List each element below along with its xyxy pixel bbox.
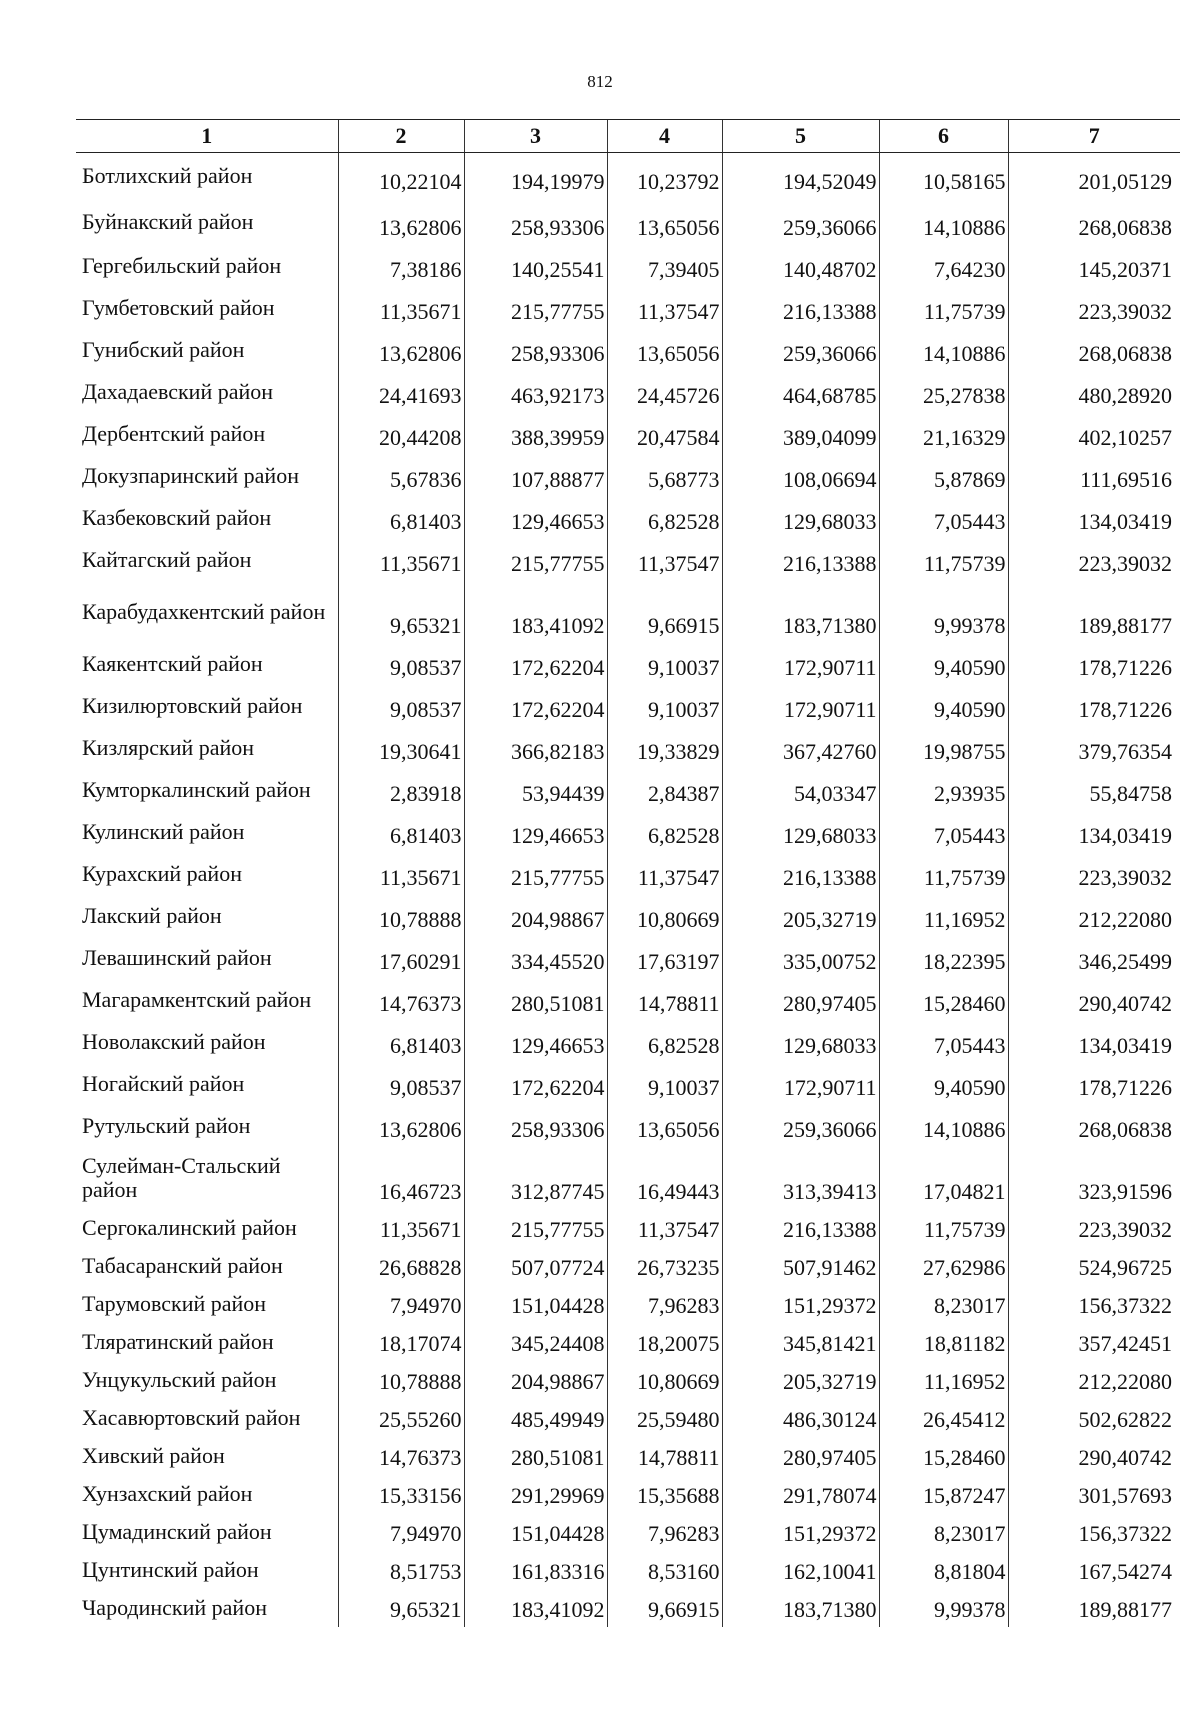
table-row (76, 1147, 1180, 1209)
value-cell-col-3: 183,41092 (464, 581, 607, 643)
value-cell-col-3: 107,88877 (464, 455, 607, 497)
table-row (76, 1399, 1180, 1437)
value-cell-col-7: 223,39032 (1008, 1209, 1180, 1247)
value-cell-col-5: 216,13388 (722, 1209, 879, 1247)
value-cell-col-3: 312,87745 (464, 1147, 607, 1209)
value-cell-col-3: 183,41092 (464, 1589, 607, 1627)
value-cell-col-4: 6,82528 (607, 811, 722, 853)
table-row (76, 1475, 1180, 1513)
value-cell-col-6: 7,05443 (879, 811, 1008, 853)
value-cell-col-2: 11,35671 (338, 539, 464, 581)
value-cell-col-2: 13,62806 (338, 199, 464, 245)
district-name-cell: Левашинский район (82, 945, 272, 970)
value-cell-col-6: 11,75739 (879, 1209, 1008, 1247)
value-cell-col-7: 524,96725 (1008, 1247, 1180, 1285)
district-name-cell: Хасавюртовский район (82, 1405, 301, 1430)
district-name-cell: Новолакский район (82, 1029, 266, 1054)
value-cell-col-3: 215,77755 (464, 539, 607, 581)
value-cell-col-6: 15,87247 (879, 1475, 1008, 1513)
value-cell-col-7: 223,39032 (1008, 539, 1180, 581)
value-cell-col-3: 172,62204 (464, 1063, 607, 1105)
value-cell-col-2: 20,44208 (338, 413, 464, 455)
value-cell-col-6: 15,28460 (879, 1437, 1008, 1475)
value-cell-col-5: 367,42760 (722, 727, 879, 769)
value-cell-col-2: 5,67836 (338, 455, 464, 497)
value-cell-col-3: 334,45520 (464, 937, 607, 979)
value-cell-col-2: 26,68828 (338, 1247, 464, 1285)
value-cell-col-7: 379,76354 (1008, 727, 1180, 769)
value-cell-col-7: 178,71226 (1008, 1063, 1180, 1105)
value-cell-col-6: 11,75739 (879, 539, 1008, 581)
value-cell-col-4: 7,39405 (607, 245, 722, 287)
table-row (76, 643, 1180, 685)
value-cell-col-6: 11,75739 (879, 287, 1008, 329)
value-cell-col-3: 258,93306 (464, 1105, 607, 1147)
district-name-cell: Докузпаринский район (82, 463, 299, 488)
value-cell-col-5: 259,36066 (722, 1105, 879, 1147)
value-cell-col-7: 55,84758 (1008, 769, 1180, 811)
value-cell-col-7: 223,39032 (1008, 287, 1180, 329)
value-cell-col-4: 13,65056 (607, 1105, 722, 1147)
value-cell-col-3: 366,82183 (464, 727, 607, 769)
value-cell-col-4: 16,49443 (607, 1147, 722, 1209)
value-cell-col-5: 335,00752 (722, 937, 879, 979)
table-row (76, 371, 1180, 413)
value-cell-col-4: 9,10037 (607, 643, 722, 685)
value-cell-col-5: 345,81421 (722, 1323, 879, 1361)
value-cell-col-3: 161,83316 (464, 1551, 607, 1589)
value-cell-col-2: 11,35671 (338, 853, 464, 895)
value-cell-col-5: 205,32719 (722, 1361, 879, 1399)
district-name-cell: Кумторкалинский район (82, 777, 311, 802)
value-cell-col-3: 204,98867 (464, 1361, 607, 1399)
value-cell-col-2: 17,60291 (338, 937, 464, 979)
district-name-cell: Цунтинский район (82, 1557, 259, 1582)
table-row (76, 1063, 1180, 1105)
value-cell-col-5: 280,97405 (722, 979, 879, 1021)
district-name-cell: Магарамкентский район (82, 987, 312, 1012)
value-cell-col-6: 14,10886 (879, 199, 1008, 245)
value-cell-col-6: 2,93935 (879, 769, 1008, 811)
value-cell-col-6: 21,16329 (879, 413, 1008, 455)
table-row (76, 1247, 1180, 1285)
value-cell-col-7: 145,20371 (1008, 245, 1180, 287)
value-cell-col-2: 7,38186 (338, 245, 464, 287)
value-cell-col-3: 258,93306 (464, 199, 607, 245)
value-cell-col-7: 134,03419 (1008, 497, 1180, 539)
value-cell-col-3: 258,93306 (464, 329, 607, 371)
value-cell-col-4: 10,23792 (607, 153, 722, 200)
value-cell-col-7: 290,40742 (1008, 1437, 1180, 1475)
value-cell-col-3: 194,19979 (464, 153, 607, 200)
district-name-cell: Тарумовский район (82, 1291, 267, 1316)
value-cell-col-5: 172,90711 (722, 643, 879, 685)
value-cell-col-5: 172,90711 (722, 1063, 879, 1105)
value-cell-col-3: 280,51081 (464, 979, 607, 1021)
value-cell-col-6: 7,64230 (879, 245, 1008, 287)
column-header-7: 7 (1008, 120, 1180, 153)
value-cell-col-2: 10,78888 (338, 895, 464, 937)
value-cell-col-4: 25,59480 (607, 1399, 722, 1437)
value-cell-col-2: 14,76373 (338, 979, 464, 1021)
value-cell-col-2: 2,83918 (338, 769, 464, 811)
value-cell-col-3: 463,92173 (464, 371, 607, 413)
value-cell-col-6: 14,10886 (879, 329, 1008, 371)
table-row (76, 153, 1180, 200)
value-cell-col-7: 212,22080 (1008, 1361, 1180, 1399)
value-cell-col-5: 151,29372 (722, 1285, 879, 1323)
district-name-cell: Дербентский район (82, 421, 266, 446)
district-name-cell: Ботлихский район (82, 163, 253, 188)
value-cell-col-5: 183,71380 (722, 581, 879, 643)
value-cell-col-3: 291,29969 (464, 1475, 607, 1513)
value-cell-col-4: 24,45726 (607, 371, 722, 413)
table-row (76, 455, 1180, 497)
table-row (76, 413, 1180, 455)
table-row (76, 811, 1180, 853)
value-cell-col-7: 212,22080 (1008, 895, 1180, 937)
value-cell-col-2: 11,35671 (338, 1209, 464, 1247)
data-table (76, 119, 1180, 1627)
value-cell-col-2: 11,35671 (338, 287, 464, 329)
value-cell-col-5: 129,68033 (722, 1021, 879, 1063)
table-row (76, 937, 1180, 979)
value-cell-col-5: 507,91462 (722, 1247, 879, 1285)
value-cell-col-4: 11,37547 (607, 287, 722, 329)
district-name-cell: Гергебильский район (82, 253, 282, 278)
value-cell-col-6: 18,22395 (879, 937, 1008, 979)
district-name-cell: Курахский район (82, 861, 242, 886)
value-cell-col-6: 25,27838 (879, 371, 1008, 413)
header-row (76, 120, 1180, 153)
value-cell-col-4: 10,80669 (607, 1361, 722, 1399)
value-cell-col-6: 8,23017 (879, 1285, 1008, 1323)
value-cell-col-7: 268,06838 (1008, 1105, 1180, 1147)
value-cell-col-6: 10,58165 (879, 153, 1008, 200)
value-cell-col-4: 2,84387 (607, 769, 722, 811)
table-row (76, 853, 1180, 895)
value-cell-col-7: 178,71226 (1008, 685, 1180, 727)
value-cell-col-4: 8,53160 (607, 1551, 722, 1589)
value-cell-col-2: 9,65321 (338, 1589, 464, 1627)
value-cell-col-7: 189,88177 (1008, 581, 1180, 643)
value-cell-col-4: 14,78811 (607, 1437, 722, 1475)
value-cell-col-2: 13,62806 (338, 329, 464, 371)
table-row (76, 1209, 1180, 1247)
value-cell-col-3: 129,46653 (464, 497, 607, 539)
value-cell-col-3: 151,04428 (464, 1513, 607, 1551)
value-cell-col-4: 13,65056 (607, 199, 722, 245)
value-cell-col-5: 280,97405 (722, 1437, 879, 1475)
value-cell-col-4: 9,10037 (607, 1063, 722, 1105)
value-cell-col-3: 388,39959 (464, 413, 607, 455)
district-name-cell: Казбековский район (82, 505, 272, 530)
value-cell-col-4: 9,66915 (607, 1589, 722, 1627)
value-cell-col-5: 291,78074 (722, 1475, 879, 1513)
value-cell-col-3: 485,49949 (464, 1399, 607, 1437)
district-name-cell: Чародинский район (82, 1595, 267, 1620)
value-cell-col-6: 17,04821 (879, 1147, 1008, 1209)
value-cell-col-6: 7,05443 (879, 1021, 1008, 1063)
column-header-6: 6 (879, 120, 1008, 153)
value-cell-col-4: 5,68773 (607, 455, 722, 497)
value-cell-col-5: 259,36066 (722, 199, 879, 245)
table-row (76, 497, 1180, 539)
value-cell-col-2: 6,81403 (338, 811, 464, 853)
value-cell-col-4: 10,80669 (607, 895, 722, 937)
table-row (76, 1021, 1180, 1063)
value-cell-col-2: 14,76373 (338, 1437, 464, 1475)
value-cell-col-2: 6,81403 (338, 1021, 464, 1063)
value-cell-col-7: 268,06838 (1008, 199, 1180, 245)
table-row (76, 199, 1180, 245)
district-name-cell: Кизлярский район (82, 735, 255, 760)
value-cell-col-5: 313,39413 (722, 1147, 879, 1209)
district-name-cell: Карабудахкентский район (82, 599, 326, 624)
district-name-cell: Кизилюртовский район (82, 693, 303, 718)
value-cell-col-6: 9,40590 (879, 1063, 1008, 1105)
column-header-4: 4 (607, 120, 722, 153)
value-cell-col-5: 205,32719 (722, 895, 879, 937)
district-name-cell: Табасаранский район (82, 1253, 283, 1278)
table-row (76, 685, 1180, 727)
value-cell-col-4: 17,63197 (607, 937, 722, 979)
value-cell-col-5: 151,29372 (722, 1513, 879, 1551)
district-name-cell: Дахадаевский район (82, 379, 274, 404)
value-cell-col-6: 27,62986 (879, 1247, 1008, 1285)
value-cell-col-4: 7,96283 (607, 1513, 722, 1551)
value-cell-col-5: 259,36066 (722, 329, 879, 371)
value-cell-col-2: 7,94970 (338, 1513, 464, 1551)
value-cell-col-4: 7,96283 (607, 1285, 722, 1323)
value-cell-col-2: 19,30641 (338, 727, 464, 769)
value-cell-col-2: 7,94970 (338, 1285, 464, 1323)
value-cell-col-3: 345,24408 (464, 1323, 607, 1361)
value-cell-col-2: 10,22104 (338, 153, 464, 200)
value-cell-col-7: 189,88177 (1008, 1589, 1180, 1627)
value-cell-col-2: 15,33156 (338, 1475, 464, 1513)
value-cell-col-6: 9,40590 (879, 685, 1008, 727)
value-cell-col-3: 204,98867 (464, 895, 607, 937)
value-cell-col-7: 290,40742 (1008, 979, 1180, 1021)
value-cell-col-4: 15,35688 (607, 1475, 722, 1513)
value-cell-col-6: 7,05443 (879, 497, 1008, 539)
district-name-cell: Каякентский район (82, 651, 263, 676)
value-cell-col-4: 19,33829 (607, 727, 722, 769)
table-row (76, 1589, 1180, 1627)
table-row (76, 769, 1180, 811)
value-cell-col-6: 15,28460 (879, 979, 1008, 1021)
table-row (76, 1105, 1180, 1147)
value-cell-col-7: 268,06838 (1008, 329, 1180, 371)
value-cell-col-3: 507,07724 (464, 1247, 607, 1285)
value-cell-col-6: 11,16952 (879, 1361, 1008, 1399)
value-cell-col-5: 216,13388 (722, 287, 879, 329)
district-name-cell: Тляратинский район (82, 1329, 274, 1354)
district-name-cell: Сергокалинский район (82, 1215, 297, 1240)
value-cell-col-3: 280,51081 (464, 1437, 607, 1475)
column-header-5: 5 (722, 120, 879, 153)
value-cell-col-5: 216,13388 (722, 539, 879, 581)
page-number: 812 (587, 72, 613, 91)
table-row (76, 581, 1180, 643)
value-cell-col-5: 172,90711 (722, 685, 879, 727)
district-name-cell: Кайтагский район (82, 547, 252, 572)
value-cell-col-6: 9,40590 (879, 643, 1008, 685)
value-cell-col-7: 156,37322 (1008, 1285, 1180, 1323)
value-cell-col-3: 172,62204 (464, 685, 607, 727)
value-cell-col-2: 18,17074 (338, 1323, 464, 1361)
value-cell-col-5: 129,68033 (722, 811, 879, 853)
district-name-cell: Сулейман-Стальский район (82, 1153, 281, 1202)
value-cell-col-5: 108,06694 (722, 455, 879, 497)
district-name-cell: Ногайский район (82, 1071, 245, 1096)
value-cell-col-4: 14,78811 (607, 979, 722, 1021)
value-cell-col-7: 178,71226 (1008, 643, 1180, 685)
table-row (76, 1513, 1180, 1551)
value-cell-col-2: 10,78888 (338, 1361, 464, 1399)
value-cell-col-4: 9,10037 (607, 685, 722, 727)
value-cell-col-7: 134,03419 (1008, 811, 1180, 853)
value-cell-col-5: 194,52049 (722, 153, 879, 200)
column-header-1: 1 (76, 120, 338, 153)
value-cell-col-7: 301,57693 (1008, 1475, 1180, 1513)
value-cell-col-5: 216,13388 (722, 853, 879, 895)
value-cell-col-6: 5,87869 (879, 455, 1008, 497)
value-cell-col-2: 8,51753 (338, 1551, 464, 1589)
table-row (76, 979, 1180, 1021)
value-cell-col-3: 172,62204 (464, 643, 607, 685)
table-row (76, 329, 1180, 371)
value-cell-col-4: 11,37547 (607, 1209, 722, 1247)
value-cell-col-3: 129,46653 (464, 1021, 607, 1063)
value-cell-col-3: 53,94439 (464, 769, 607, 811)
district-name-cell: Лакский район (82, 903, 222, 928)
value-cell-col-4: 6,82528 (607, 497, 722, 539)
value-cell-col-5: 54,03347 (722, 769, 879, 811)
value-cell-col-7: 502,62822 (1008, 1399, 1180, 1437)
value-cell-col-3: 215,77755 (464, 1209, 607, 1247)
district-name-cell: Буйнакский район (82, 209, 254, 234)
table-row (76, 1551, 1180, 1589)
district-name-cell: Хивский район (82, 1443, 225, 1468)
table-row (76, 287, 1180, 329)
district-name-cell: Рутульский район (82, 1113, 251, 1138)
value-cell-col-4: 20,47584 (607, 413, 722, 455)
value-cell-col-2: 16,46723 (338, 1147, 464, 1209)
column-header-2: 2 (338, 120, 464, 153)
district-name-cell: Гумбетовский район (82, 295, 275, 320)
value-cell-col-6: 18,81182 (879, 1323, 1008, 1361)
table-row (76, 1285, 1180, 1323)
value-cell-col-7: 223,39032 (1008, 853, 1180, 895)
value-cell-col-7: 480,28920 (1008, 371, 1180, 413)
table-row (76, 727, 1180, 769)
table-row (76, 1361, 1180, 1399)
value-cell-col-2: 24,41693 (338, 371, 464, 413)
value-cell-col-3: 129,46653 (464, 811, 607, 853)
value-cell-col-5: 140,48702 (722, 245, 879, 287)
district-name-cell: Гунибский район (82, 337, 245, 362)
value-cell-col-6: 11,75739 (879, 853, 1008, 895)
value-cell-col-4: 13,65056 (607, 329, 722, 371)
district-name-cell: Унцукульский район (82, 1367, 277, 1392)
table-row (76, 245, 1180, 287)
value-cell-col-6: 14,10886 (879, 1105, 1008, 1147)
value-cell-col-7: 402,10257 (1008, 413, 1180, 455)
value-cell-col-3: 215,77755 (464, 287, 607, 329)
value-cell-col-4: 6,82528 (607, 1021, 722, 1063)
value-cell-col-6: 8,23017 (879, 1513, 1008, 1551)
value-cell-col-7: 111,69516 (1008, 455, 1180, 497)
value-cell-col-5: 162,10041 (722, 1551, 879, 1589)
value-cell-col-4: 11,37547 (607, 539, 722, 581)
value-cell-col-2: 9,08537 (338, 1063, 464, 1105)
value-cell-col-2: 25,55260 (338, 1399, 464, 1437)
value-cell-col-7: 346,25499 (1008, 937, 1180, 979)
table-row (76, 1323, 1180, 1361)
value-cell-col-4: 9,66915 (607, 581, 722, 643)
value-cell-col-3: 140,25541 (464, 245, 607, 287)
value-cell-col-6: 26,45412 (879, 1399, 1008, 1437)
table-row (76, 1437, 1180, 1475)
value-cell-col-6: 19,98755 (879, 727, 1008, 769)
value-cell-col-2: 9,65321 (338, 581, 464, 643)
value-cell-col-4: 26,73235 (607, 1247, 722, 1285)
value-cell-col-7: 167,54274 (1008, 1551, 1180, 1589)
value-cell-col-2: 13,62806 (338, 1105, 464, 1147)
value-cell-col-6: 8,81804 (879, 1551, 1008, 1589)
value-cell-col-2: 9,08537 (338, 685, 464, 727)
value-cell-col-3: 215,77755 (464, 853, 607, 895)
column-header-3: 3 (464, 120, 607, 153)
value-cell-col-2: 6,81403 (338, 497, 464, 539)
value-cell-col-6: 9,99378 (879, 581, 1008, 643)
district-name-cell: Кулинский район (82, 819, 245, 844)
value-cell-col-7: 323,91596 (1008, 1147, 1180, 1209)
value-cell-col-5: 129,68033 (722, 497, 879, 539)
value-cell-col-3: 151,04428 (464, 1285, 607, 1323)
district-name-cell: Цумадинский район (82, 1519, 272, 1544)
district-name-cell: Хунзахский район (82, 1481, 253, 1506)
value-cell-col-7: 134,03419 (1008, 1021, 1180, 1063)
value-cell-col-7: 201,05129 (1008, 153, 1180, 200)
value-cell-col-4: 11,37547 (607, 853, 722, 895)
value-cell-col-2: 9,08537 (338, 643, 464, 685)
table-body (76, 153, 1180, 1628)
value-cell-col-7: 357,42451 (1008, 1323, 1180, 1361)
value-cell-col-6: 11,16952 (879, 895, 1008, 937)
value-cell-col-7: 156,37322 (1008, 1513, 1180, 1551)
value-cell-col-6: 9,99378 (879, 1589, 1008, 1627)
value-cell-col-5: 464,68785 (722, 371, 879, 413)
value-cell-col-5: 183,71380 (722, 1589, 879, 1627)
table-row (76, 539, 1180, 581)
value-cell-col-5: 389,04099 (722, 413, 879, 455)
value-cell-col-4: 18,20075 (607, 1323, 722, 1361)
table-row (76, 895, 1180, 937)
value-cell-col-5: 486,30124 (722, 1399, 879, 1437)
table-header (76, 120, 1180, 153)
